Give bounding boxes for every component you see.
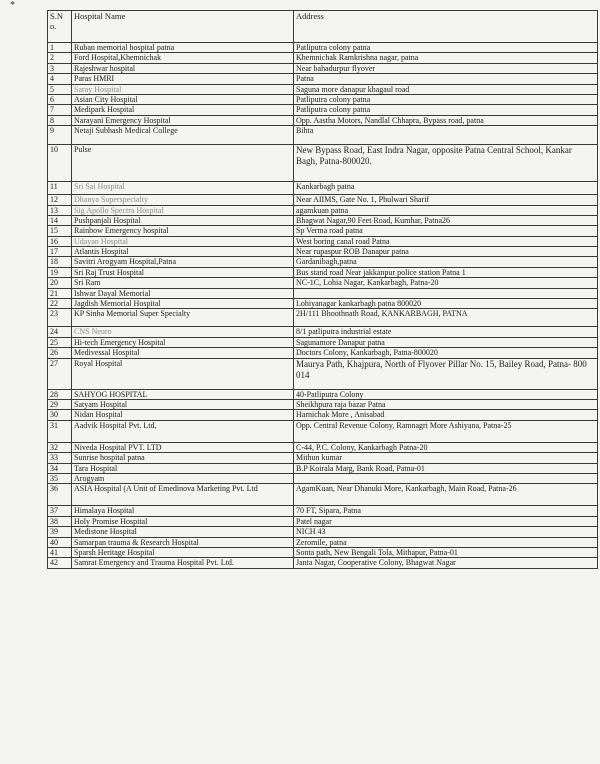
cell-hospital-name: Ishwar Dayal Memorial xyxy=(72,288,294,298)
cell-hospital-name: Atlantis Hospital xyxy=(72,247,294,257)
cell-address: Near rupaspur ROB Danapur patna xyxy=(294,247,598,257)
cell-address: Near bahadurpur flyover xyxy=(294,63,598,73)
cell-hospital-name: Niveda Hospital PVT. LTD xyxy=(72,442,294,452)
table-row xyxy=(48,389,598,399)
cell-sn: 30 xyxy=(48,410,72,420)
cell-sn: 40 xyxy=(48,537,72,547)
table-row xyxy=(48,43,598,53)
cell-sn: 12 xyxy=(48,195,72,205)
cell-sn: 5 xyxy=(48,84,72,94)
hospital-table xyxy=(47,10,598,569)
table-row xyxy=(48,453,598,463)
cell-address: NC-1C, Lohia Nagar, Kankarbagh, Patna-20 xyxy=(294,278,598,288)
table-row xyxy=(48,63,598,73)
cell-sn: 21 xyxy=(48,288,72,298)
table-row xyxy=(48,236,598,246)
cell-hospital-name: Paras HMRI xyxy=(72,74,294,84)
cell-sn: 38 xyxy=(48,516,72,526)
cell-sn: 29 xyxy=(48,399,72,409)
table-row xyxy=(48,348,598,358)
cell-address: Patliputra colony patna xyxy=(294,94,598,104)
cell-sn: 32 xyxy=(48,442,72,452)
cell-sn: 27 xyxy=(48,358,72,389)
cell-address: Janta Nagar, Cooperative Colony, Bhagwat Nagar xyxy=(294,558,598,568)
cell-sn: 33 xyxy=(48,453,72,463)
cell-address: C-44, P.C. Colony, Kankarbagh Patna-20 xyxy=(294,442,598,452)
cell-hospital-name: Jagdish Memorial Hospital xyxy=(72,299,294,309)
cell-hospital-name: Tara Hospital xyxy=(72,463,294,473)
cell-sn: 22 xyxy=(48,299,72,309)
cell-address: Khemnichak Ramkrishna nagar, patna xyxy=(294,53,598,63)
table-row xyxy=(48,205,598,215)
cell-hospital-name: Rajeshwar hospital xyxy=(72,63,294,73)
table-row xyxy=(48,105,598,115)
cell-address: Sheikhpura raja bazar Patna xyxy=(294,399,598,409)
cell-address: Saguna more danapur khagaul road xyxy=(294,84,598,94)
cell-address: New Bypass Road, East Indra Nagar, opposite Patna Central School, Kankar Bagh, Patna-800020. xyxy=(294,145,598,182)
column-header-address: Address xyxy=(294,11,598,43)
table-row xyxy=(48,94,598,104)
cell-address: Sagunamore Danapur patna xyxy=(294,337,598,347)
cell-hospital-name: SAHYOG HOSPITAL xyxy=(72,389,294,399)
cell-sn: 28 xyxy=(48,389,72,399)
table-row xyxy=(48,516,598,526)
cell-hospital-name: Sri Sai Hospital xyxy=(72,182,294,195)
table-row xyxy=(48,74,598,84)
cell-address: Patliputra colony patna xyxy=(294,105,598,115)
cell-hospital-name: Sparsh Heritage Hospital xyxy=(72,547,294,557)
cell-sn: 4 xyxy=(48,74,72,84)
cell-sn: 39 xyxy=(48,527,72,537)
cell-address: Patna xyxy=(294,74,598,84)
table-body xyxy=(48,43,598,569)
cell-sn: 24 xyxy=(48,327,72,337)
column-header-name: Hospital Name xyxy=(72,11,294,43)
cell-sn: 11 xyxy=(48,182,72,195)
cell-hospital-name: Sig Apollo Spectra Hospital xyxy=(72,205,294,215)
table-row xyxy=(48,358,598,389)
cell-address: West boring canal road Patna xyxy=(294,236,598,246)
table-row xyxy=(48,215,598,225)
cell-hospital-name: Samarpan trauma & Research Hospital xyxy=(72,537,294,547)
cell-hospital-name: Medipark Hospital xyxy=(72,105,294,115)
table-row xyxy=(48,115,598,125)
cell-address: Bus stand road Near jakkanpur police station Patna 1 xyxy=(294,267,598,277)
cell-address xyxy=(294,473,598,483)
table-row xyxy=(48,558,598,568)
cell-address: Doctors Colony, Kankarbagh, Patna-800020 xyxy=(294,348,598,358)
cell-address: AgamKuan, Near Dhanuki More, Kankarbagh, Main Road, Patna-26 xyxy=(294,484,598,506)
table-row xyxy=(48,195,598,205)
corner-mark: * xyxy=(10,0,15,11)
cell-hospital-name: Medivessal Hospital xyxy=(72,348,294,358)
cell-sn: 26 xyxy=(48,348,72,358)
cell-hospital-name: CNS Neuro xyxy=(72,327,294,337)
table-row xyxy=(48,484,598,506)
cell-sn: 3 xyxy=(48,63,72,73)
table-row xyxy=(48,473,598,483)
cell-address: Patel nagar xyxy=(294,516,598,526)
table-row xyxy=(48,420,598,442)
table-row xyxy=(48,410,598,420)
cell-sn: 8 xyxy=(48,115,72,125)
cell-hospital-name: Hi-tech Emergency Hospital xyxy=(72,337,294,347)
cell-hospital-name: Ford Hospital,Khemnichak xyxy=(72,53,294,63)
cell-hospital-name: Satyam Hospital xyxy=(72,399,294,409)
table-row xyxy=(48,278,598,288)
cell-hospital-name: Dhanya Superspecialty xyxy=(72,195,294,205)
cell-address: Lohiyanagar kankarbagh patna 800020 xyxy=(294,299,598,309)
cell-hospital-name: Asian City Hospital xyxy=(72,94,294,104)
cell-sn: 35 xyxy=(48,473,72,483)
cell-hospital-name: Savitri Arogyam Hospital,Patna xyxy=(72,257,294,267)
cell-address: Patliputra colony patna xyxy=(294,43,598,53)
table-row xyxy=(48,537,598,547)
cell-address: Maurya Path, Khajpura, North of Flyover Pillar No. 15, Bailey Road, Patna- 800 014 xyxy=(294,358,598,389)
cell-sn: 36 xyxy=(48,484,72,506)
cell-address: Zeromile, patna xyxy=(294,537,598,547)
cell-hospital-name: Nidan Hospital xyxy=(72,410,294,420)
table-row xyxy=(48,145,598,182)
cell-hospital-name: Udayan Hospital xyxy=(72,236,294,246)
cell-sn: 10 xyxy=(48,145,72,182)
table-row xyxy=(48,309,598,327)
table-row xyxy=(48,288,598,298)
table-row xyxy=(48,53,598,63)
cell-sn: 31 xyxy=(48,420,72,442)
table-row xyxy=(48,257,598,267)
cell-hospital-name: Medistone Hospital xyxy=(72,527,294,537)
cell-address: 8/1 patliputra industrial estate xyxy=(294,327,598,337)
table-row xyxy=(48,126,598,145)
cell-address: 70 FT, Sipara, Patna xyxy=(294,506,598,516)
cell-hospital-name: Pushpanjali Hospital xyxy=(72,215,294,225)
cell-sn: 13 xyxy=(48,205,72,215)
cell-address: NICH 43 xyxy=(294,527,598,537)
cell-address: Sp Verma road patna xyxy=(294,226,598,236)
table-row xyxy=(48,84,598,94)
cell-sn: 23 xyxy=(48,309,72,327)
cell-hospital-name: Rainbow Emergency hospital xyxy=(72,226,294,236)
cell-sn: 18 xyxy=(48,257,72,267)
cell-sn: 41 xyxy=(48,547,72,557)
cell-hospital-name: Arogyam xyxy=(72,473,294,483)
cell-hospital-name: Sri Raj Trust Hospital xyxy=(72,267,294,277)
cell-address: Harnichak More , Anisabad xyxy=(294,410,598,420)
cell-hospital-name: Narayani Emergency Hospital xyxy=(72,115,294,125)
table-row xyxy=(48,247,598,257)
table-row xyxy=(48,463,598,473)
cell-hospital-name: Royal Hospital xyxy=(72,358,294,389)
cell-sn: 9 xyxy=(48,126,72,145)
cell-hospital-name: KP Sinha Memorial Super Specialty xyxy=(72,309,294,327)
cell-sn: 15 xyxy=(48,226,72,236)
cell-sn: 42 xyxy=(48,558,72,568)
cell-sn: 19 xyxy=(48,267,72,277)
cell-hospital-name: ASIA Hospital (A Unit of Emedinova Marketing Pvt. Ltd xyxy=(72,484,294,506)
cell-hospital-name: Netaji Subhash Medical College xyxy=(72,126,294,145)
column-header-sn: S.N o. xyxy=(48,11,72,43)
cell-address: 2H/111 Bhoothnath Road, KANKARBAGH, PATNA xyxy=(294,309,598,327)
cell-hospital-name: Holy Promise Hospital xyxy=(72,516,294,526)
cell-hospital-name: Himalaya Hospital xyxy=(72,506,294,516)
cell-address: B.P Koirala Marg, Bank Road, Patna-01 xyxy=(294,463,598,473)
cell-sn: 6 xyxy=(48,94,72,104)
cell-address: Bihta xyxy=(294,126,598,145)
cell-sn: 37 xyxy=(48,506,72,516)
cell-sn: 14 xyxy=(48,215,72,225)
cell-address: Sonta path, New Bengali Tola, Mithapur, Patna-01 xyxy=(294,547,598,557)
table-header-row xyxy=(48,11,598,43)
cell-address: Opp. Central Revenue Colony, Ramnagri More Ashiyana, Patna-25 xyxy=(294,420,598,442)
table-row xyxy=(48,547,598,557)
cell-hospital-name: Sunrise hospital patna xyxy=(72,453,294,463)
cell-hospital-name: Samrat Emergency and Trauma Hospital Pvt. Ltd. xyxy=(72,558,294,568)
table-row xyxy=(48,442,598,452)
cell-hospital-name: Pulse xyxy=(72,145,294,182)
cell-sn: 1 xyxy=(48,43,72,53)
table-row xyxy=(48,327,598,337)
cell-hospital-name: Ruban memorial hospital patna xyxy=(72,43,294,53)
cell-address: Opp. Aastha Motors, Nandlal Chhapra, Bypass road, patna xyxy=(294,115,598,125)
cell-hospital-name: Aadvik Hospital Pvt. Ltd, xyxy=(72,420,294,442)
cell-sn: 16 xyxy=(48,236,72,246)
table-row xyxy=(48,182,598,195)
cell-sn: 34 xyxy=(48,463,72,473)
cell-address: Bhagwat Nagar,90 Feet Road, Kumhar, Patna26 xyxy=(294,215,598,225)
table-row xyxy=(48,299,598,309)
cell-sn: 7 xyxy=(48,105,72,115)
cell-hospital-name: Sri Ram xyxy=(72,278,294,288)
cell-sn: 25 xyxy=(48,337,72,347)
table-row xyxy=(48,506,598,516)
cell-sn: 17 xyxy=(48,247,72,257)
cell-address: 40-Patliputra Colony xyxy=(294,389,598,399)
cell-address: Gardanibagh,patna xyxy=(294,257,598,267)
cell-sn: 20 xyxy=(48,278,72,288)
table-row xyxy=(48,267,598,277)
table-row xyxy=(48,527,598,537)
cell-address: Mithun kumar xyxy=(294,453,598,463)
cell-address: Near AIIMS, Gate No. 1, Phulwari Sharif xyxy=(294,195,598,205)
table-row xyxy=(48,399,598,409)
cell-address: agamkuan patna xyxy=(294,205,598,215)
table-row xyxy=(48,337,598,347)
cell-address xyxy=(294,288,598,298)
cell-hospital-name: Saray Hospital xyxy=(72,84,294,94)
cell-address: Kankarbagh patna xyxy=(294,182,598,195)
table-row xyxy=(48,226,598,236)
cell-sn: 2 xyxy=(48,53,72,63)
